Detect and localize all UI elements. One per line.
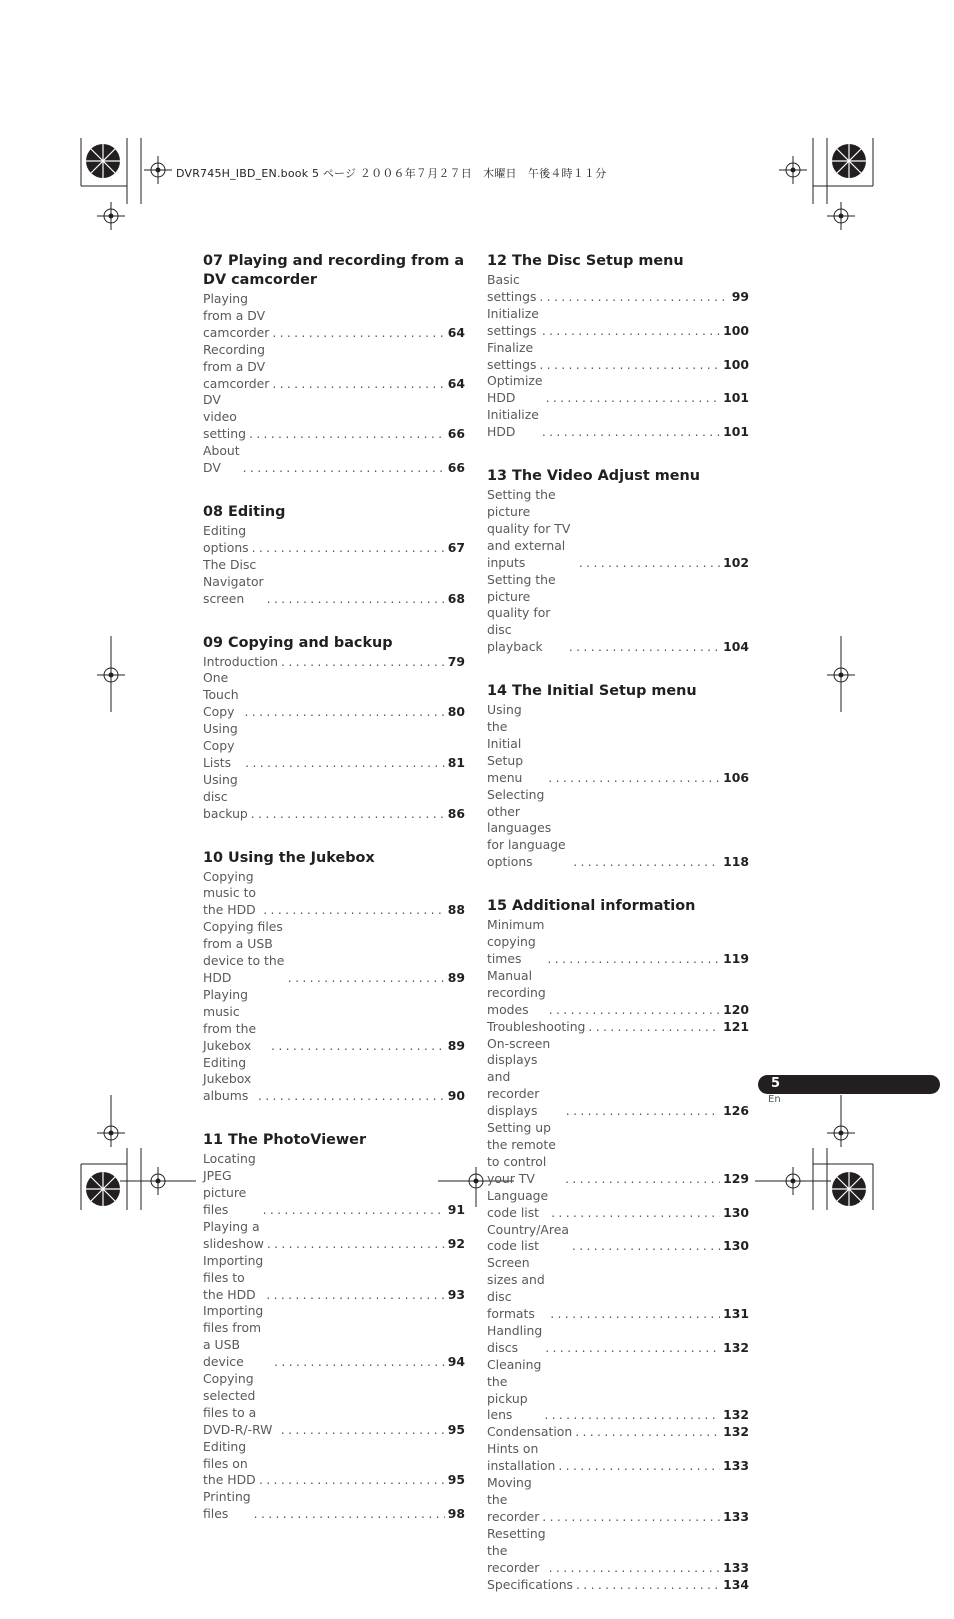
- toc-left-column: [203, 252, 465, 1549]
- entry-page-number: 89: [447, 1037, 465, 1053]
- entry-page-number: 104: [723, 639, 749, 655]
- toc-entry[interactable]: [487, 407, 749, 441]
- toc-right-column: [487, 252, 749, 1619]
- entry-label: Initialize settings: [487, 305, 539, 338]
- entry-label: Introduction: [203, 653, 279, 669]
- entry-page-number: 129: [723, 1170, 749, 1186]
- section-title: 09 Copying and backup: [203, 634, 393, 651]
- entry-label: Moving the recorder: [487, 1475, 540, 1524]
- dot-leader: [260, 902, 444, 919]
- toc-section: [203, 1131, 465, 1523]
- entry-label: Importing files to the HDD: [203, 1252, 264, 1302]
- entry-page-number: 66: [447, 426, 465, 442]
- entry-label: Optimize HDD: [487, 373, 543, 406]
- dot-leader: [269, 325, 444, 342]
- dot-leader: [278, 654, 445, 671]
- toc-entry[interactable]: [203, 670, 465, 721]
- dot-leader: [269, 376, 444, 393]
- section-title: 07 Playing and recording from a DV camcorder: [203, 253, 465, 288]
- section-title: 12 The Disc Setup menu: [487, 253, 684, 269]
- dot-leader: [263, 1287, 444, 1304]
- dot-leader: [569, 1238, 720, 1255]
- entry-label: Manual recording modes: [487, 967, 546, 1017]
- toc-entry[interactable]: [487, 572, 749, 657]
- toc-entry[interactable]: [487, 340, 749, 374]
- entry-page-number: 93: [447, 1286, 465, 1302]
- toc-entry[interactable]: [487, 1255, 749, 1323]
- toc-section: [487, 467, 749, 656]
- dot-leader: [546, 1560, 720, 1577]
- toc-entry[interactable]: [487, 1475, 749, 1526]
- toc-section: [487, 682, 749, 871]
- entry-label: Handling discs: [487, 1322, 543, 1355]
- print-file-header: DVR745H_IBD_EN.book 5 ページ ２００６年７月２７日 木曜日 午後４時１１分: [176, 167, 607, 180]
- toc-entry[interactable]: [203, 1055, 465, 1106]
- section-title: 08 Editing: [203, 503, 286, 520]
- dot-leader: [562, 1171, 720, 1188]
- dot-leader: [543, 390, 721, 407]
- dot-leader: [576, 555, 720, 572]
- toc-entry[interactable]: [487, 487, 749, 572]
- toc-entry[interactable]: [203, 869, 465, 920]
- dot-leader: [278, 1422, 445, 1439]
- toc-entry[interactable]: [487, 1019, 749, 1036]
- section-title: 14 The Initial Setup menu: [487, 683, 697, 700]
- toc-entry[interactable]: [203, 987, 465, 1055]
- toc-entry[interactable]: [487, 373, 749, 407]
- entry-page-number: 119: [723, 951, 749, 966]
- toc-entry[interactable]: [203, 919, 465, 987]
- dot-leader: [539, 424, 720, 441]
- dot-leader: [255, 1088, 445, 1105]
- entry-page-number: 98: [447, 1506, 465, 1522]
- entry-label: Editing options: [203, 522, 249, 555]
- dot-leader: [545, 770, 720, 787]
- toc-entry[interactable]: [487, 1441, 749, 1475]
- dot-leader: [548, 1205, 720, 1222]
- entry-page-number: 91: [447, 1201, 465, 1217]
- entry-label: On-screen displays and recorder displays: [487, 1035, 551, 1119]
- section-title: 11 The PhotoViewer: [203, 1132, 367, 1149]
- entry-label: Condensation: [487, 1424, 573, 1440]
- entry-page-number: 94: [447, 1354, 465, 1370]
- toc-entry[interactable]: [203, 772, 465, 823]
- toc-entry[interactable]: [487, 1577, 749, 1594]
- entry-label: Screen sizes and disc formats: [487, 1255, 545, 1322]
- entry-page-number: 66: [447, 460, 465, 476]
- dot-leader: [264, 1236, 445, 1253]
- entry-page-number: 101: [723, 390, 749, 406]
- dot-leader: [539, 323, 720, 340]
- toc-entry[interactable]: [487, 1526, 749, 1577]
- dot-leader: [242, 704, 445, 721]
- entry-page-number: 67: [447, 539, 465, 555]
- toc-entry[interactable]: [487, 306, 749, 340]
- entry-label: Playing from a DV camcorder: [203, 291, 270, 340]
- entry-label: Using disc backup: [203, 771, 248, 821]
- page-number-tab: [758, 1075, 940, 1094]
- dot-leader: [260, 1202, 445, 1219]
- entry-page-number: 133: [723, 1458, 749, 1474]
- entry-page-number: 132: [723, 1407, 749, 1423]
- entry-page-number: 64: [447, 375, 465, 391]
- entry-page-number: 95: [447, 1472, 465, 1488]
- entry-page-number: 88: [447, 902, 465, 918]
- entry-page-number: 99: [731, 288, 749, 304]
- dot-leader: [541, 1407, 720, 1424]
- dot-leader: [271, 1354, 445, 1371]
- entry-page-number: 130: [723, 1238, 749, 1254]
- entry-page-number: 95: [447, 1421, 465, 1437]
- toc-entry[interactable]: [487, 702, 749, 787]
- dot-leader: [555, 1458, 720, 1475]
- toc-entry[interactable]: [203, 721, 465, 772]
- toc-entry[interactable]: [487, 1424, 749, 1441]
- entry-label: Initialize HDD: [487, 407, 539, 440]
- entry-label: One Touch Copy: [203, 670, 239, 720]
- toc-entry[interactable]: [487, 1120, 749, 1188]
- entry-page-number: 120: [723, 1001, 749, 1017]
- toc-entry[interactable]: [203, 1219, 465, 1253]
- toc-section: [203, 252, 465, 477]
- entry-label: Setting the picture quality for disc playback: [487, 571, 556, 655]
- entry-label: Locating JPEG picture files: [203, 1151, 256, 1217]
- entry-label: Recording from a DV camcorder: [203, 341, 270, 391]
- entry-page-number: 79: [447, 653, 465, 669]
- entry-label: Selecting other languages for language options: [487, 786, 566, 870]
- entry-page-number: 102: [723, 554, 749, 570]
- dot-leader: [264, 591, 445, 608]
- entry-page-number: 106: [723, 769, 749, 785]
- entry-label: Minimum copying times: [487, 917, 545, 966]
- entry-label: Setting up the remote to control your TV: [487, 1120, 556, 1186]
- page-number: 5: [771, 1076, 781, 1091]
- entry-label: Resetting the recorder: [487, 1525, 546, 1575]
- entry-label: Finalize settings: [487, 339, 537, 372]
- entry-label: The Disc Navigator screen: [203, 556, 264, 606]
- dot-leader: [572, 1424, 720, 1441]
- toc-entry[interactable]: [487, 1222, 749, 1256]
- toc-entry[interactable]: [203, 392, 465, 443]
- entry-label: Copying selected files to a DVD-R/-RW: [203, 1371, 273, 1437]
- entry-label: Language code list: [487, 1187, 549, 1220]
- toc-entry[interactable]: [203, 1303, 465, 1371]
- entry-label: Playing a slideshow: [203, 1218, 264, 1251]
- dot-leader: [251, 1506, 445, 1523]
- entry-label: Troubleshooting: [487, 1018, 586, 1034]
- entry-label: Hints on installation: [487, 1441, 556, 1474]
- entry-page-number: 100: [723, 356, 749, 372]
- toc-entry[interactable]: [487, 1323, 749, 1357]
- dot-leader: [536, 357, 720, 374]
- dot-leader: [285, 970, 445, 987]
- dot-leader: [246, 426, 445, 443]
- entry-label: DV video setting: [203, 392, 246, 442]
- entry-page-number: 133: [723, 1559, 749, 1575]
- entry-label: Setting the picture quality for TV and external inputs: [487, 487, 571, 570]
- dot-leader: [240, 460, 445, 477]
- entry-page-number: 131: [723, 1306, 749, 1322]
- section-title: 10 Using the Jukebox: [203, 849, 375, 866]
- toc-entry[interactable]: [487, 1036, 749, 1121]
- entry-page-number: 86: [447, 805, 465, 821]
- entry-label: Copying music to the HDD: [203, 868, 257, 918]
- toc-entry[interactable]: [203, 654, 465, 671]
- entry-page-number: 121: [723, 1018, 749, 1034]
- toc-entry[interactable]: [203, 523, 465, 557]
- entry-page-number: 132: [723, 1339, 749, 1355]
- toc-entry[interactable]: [203, 342, 465, 393]
- dot-leader: [585, 1019, 720, 1036]
- entry-page-number: 100: [723, 322, 749, 338]
- toc-entry[interactable]: [487, 272, 749, 306]
- entry-page-number: 126: [723, 1103, 749, 1119]
- entry-label: Country/Area code list: [487, 1221, 569, 1254]
- toc-entry[interactable]: [203, 1489, 465, 1523]
- entry-page-number: 132: [723, 1424, 749, 1440]
- entry-page-number: 101: [723, 424, 749, 440]
- entry-label: Importing files from a USB device: [203, 1303, 264, 1370]
- entry-label: Copying files from a USB device to the HDD: [203, 919, 285, 985]
- dot-leader: [546, 1002, 720, 1019]
- toc-entry[interactable]: [487, 1357, 749, 1425]
- entry-page-number: 92: [447, 1235, 465, 1251]
- entry-label: Editing Jukebox albums: [203, 1054, 252, 1104]
- entry-label: Using the Initial Setup menu: [487, 702, 524, 785]
- toc-entry[interactable]: [203, 1439, 465, 1490]
- toc-entry[interactable]: [203, 1371, 465, 1439]
- section-title: 15 Additional information: [487, 898, 696, 915]
- toc-entry[interactable]: [487, 787, 749, 872]
- toc-entry[interactable]: [203, 1253, 465, 1304]
- toc-section: [203, 503, 465, 608]
- dot-leader: [539, 1509, 720, 1526]
- toc-entry[interactable]: [487, 917, 749, 968]
- entry-label: Cleaning the pickup lens: [487, 1356, 542, 1423]
- entry-label: About DV: [203, 443, 240, 476]
- entry-label: Printing files: [203, 1489, 251, 1522]
- toc-entry[interactable]: [203, 291, 465, 342]
- toc-entry[interactable]: [203, 443, 465, 477]
- dot-leader: [573, 1577, 720, 1594]
- dot-leader: [542, 1340, 720, 1357]
- entry-page-number: 134: [723, 1576, 749, 1592]
- entry-label: Playing music from the Jukebox: [203, 986, 257, 1053]
- dot-leader: [248, 806, 445, 823]
- entry-page-number: 89: [447, 970, 465, 985]
- dot-leader: [242, 755, 445, 772]
- entry-label: Specifications: [487, 1576, 574, 1592]
- entry-page-number: 90: [447, 1088, 465, 1104]
- dot-leader: [566, 639, 720, 656]
- entry-page-number: 130: [723, 1204, 749, 1220]
- entry-label: Editing files on the HDD: [203, 1438, 256, 1488]
- dot-leader: [256, 1472, 445, 1489]
- toc-entry[interactable]: [487, 1188, 749, 1222]
- toc-section: [487, 252, 749, 441]
- dot-leader: [249, 540, 445, 557]
- entry-page-number: 64: [447, 324, 465, 340]
- section-title: 13 The Video Adjust menu: [487, 468, 700, 485]
- entry-page-number: 118: [723, 854, 749, 870]
- entry-page-number: 68: [447, 590, 465, 606]
- dot-leader: [563, 1103, 720, 1120]
- toc-section: [487, 897, 749, 1593]
- dot-leader: [536, 289, 728, 306]
- dot-leader: [544, 951, 720, 968]
- entry-page-number: 133: [723, 1508, 749, 1524]
- dot-leader: [547, 1306, 720, 1323]
- entry-page-number: 81: [447, 754, 465, 770]
- toc-entry[interactable]: [487, 968, 749, 1019]
- toc-section: [203, 849, 465, 1106]
- toc-entry[interactable]: [203, 1151, 465, 1219]
- entry-page-number: 80: [447, 704, 465, 720]
- toc-section: [203, 634, 465, 823]
- dot-leader: [268, 1038, 445, 1055]
- toc-entry[interactable]: [203, 557, 465, 608]
- language-label: En: [768, 1094, 781, 1105]
- entry-label: Basic settings: [487, 272, 537, 304]
- dot-leader: [570, 854, 720, 871]
- entry-label: Using Copy Lists: [203, 721, 238, 770]
